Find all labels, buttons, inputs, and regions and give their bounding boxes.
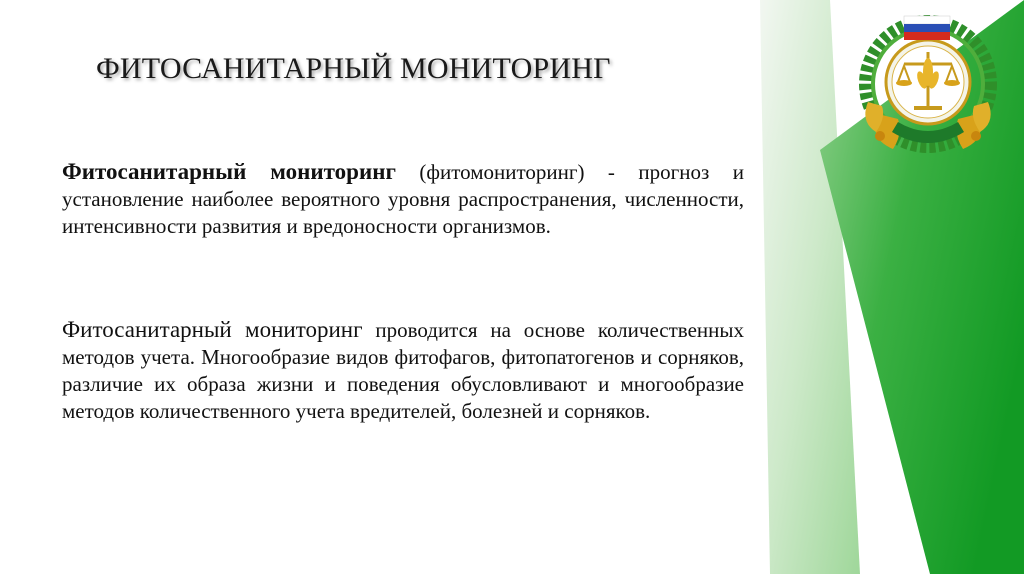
paragraph-methods-lead: Фитосанитарный мониторинг bbox=[62, 317, 363, 342]
paragraph-definition bbox=[62, 158, 744, 240]
page-title: ФИТОСАНИТАРНЫЙ МОНИТОРИНГ bbox=[96, 52, 611, 85]
rosselkhoztsentr-emblem-icon bbox=[858, 14, 998, 160]
paragraph-definition-text: (фитомониторинг) - прогноз и установление наиболее вероятного уровня распространения, численности, интенсивности развития и вредоносности организмов. bbox=[62, 160, 744, 238]
paragraph-definition-lead: Фитосанитарный мониторинг bbox=[62, 159, 396, 184]
paragraph-methods-text: проводится на основе количественных методов учета. Многообразие видов фитофагов, фитопатогенов и сорняков, различие их образа жизни и поведения обусловливают и многообразие методов количественного учета вредителей, болезней и сорняков. bbox=[62, 318, 744, 423]
light-green-stripe bbox=[760, 0, 860, 574]
paragraph-methods bbox=[62, 316, 744, 425]
